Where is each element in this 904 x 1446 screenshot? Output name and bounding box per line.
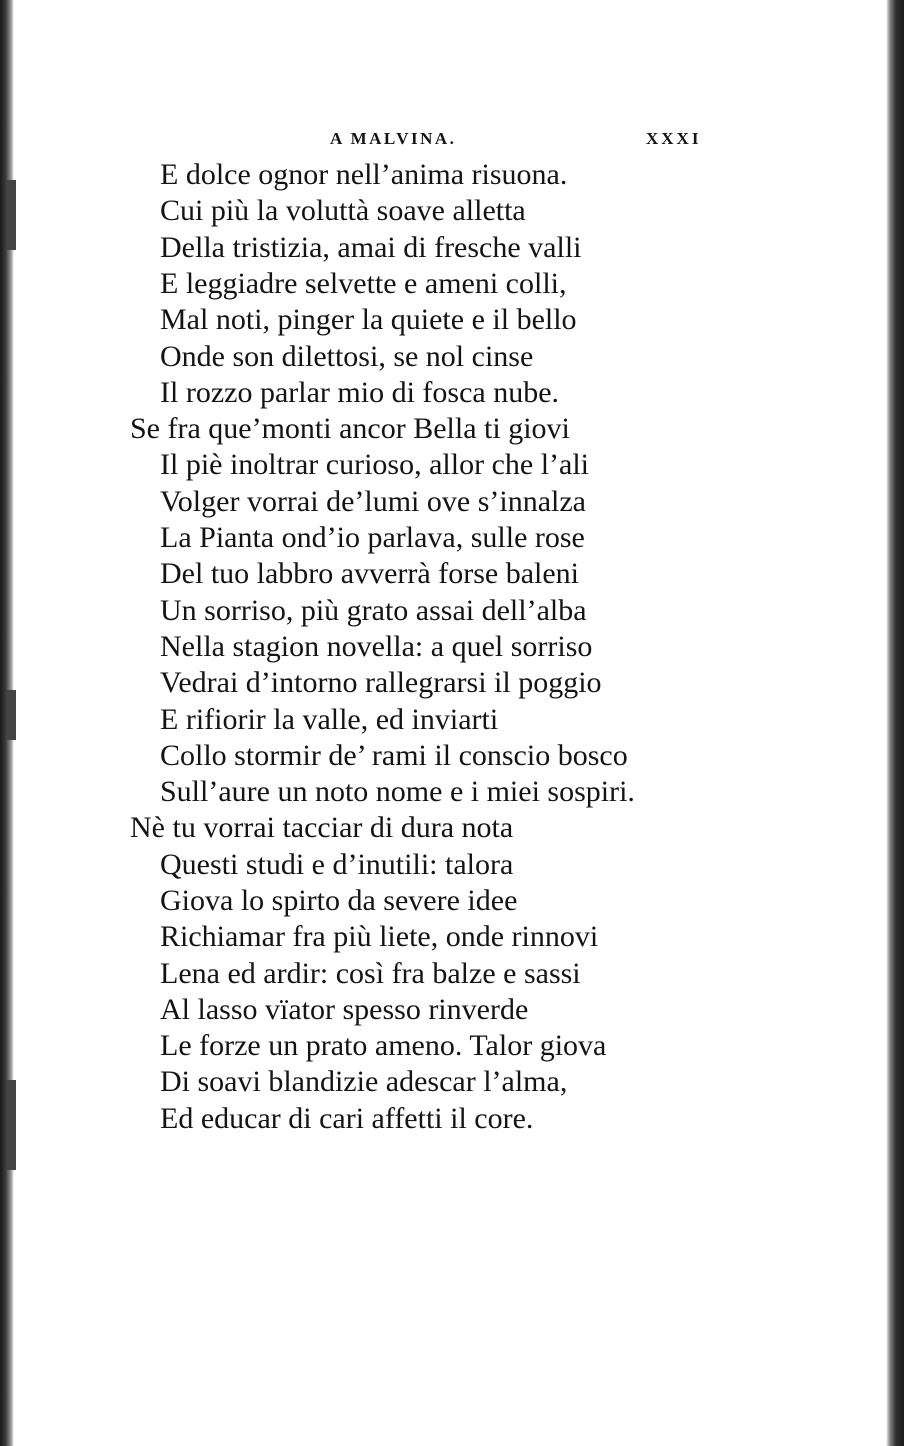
verse-line: Ed educar di cari affetti il core. bbox=[160, 1102, 534, 1135]
page-edge-mark bbox=[6, 690, 16, 740]
verse-line: Mal noti, pinger la quiete e il bello bbox=[160, 303, 577, 336]
verse-line: Cui più la voluttà soave alletta bbox=[160, 194, 526, 227]
verse-line: E dolce ognor nell’anima risuona. bbox=[160, 158, 568, 191]
verse-line: Le forze un prato ameno. Talor giova bbox=[160, 1029, 607, 1062]
verse-line: Il rozzo parlar mio di fosca nube. bbox=[160, 376, 560, 409]
verse-line: Volger vorrai de’lumi ove s’innalza bbox=[160, 485, 586, 518]
verse-line: Nè tu vorrai tacciar di dura nota bbox=[130, 811, 514, 844]
verse-line: La Pianta ond’io parlava, sulle rose bbox=[160, 521, 585, 554]
page-edge-mark bbox=[6, 180, 16, 250]
verse-line: Di soavi blandizie adescar l’alma, bbox=[160, 1065, 568, 1098]
verse-line: Onde son dilettosi, se nol cinse bbox=[160, 340, 534, 373]
verse-line: Un sorriso, più grato assai dell’alba bbox=[160, 594, 587, 627]
verse-line: Questi studi e d’inutili: talora bbox=[160, 848, 514, 881]
verse-line: Al lasso vïator spesso rinverde bbox=[160, 993, 529, 1026]
page-edge-mark bbox=[6, 1080, 16, 1170]
verse-line: Del tuo labbro avverrà forse baleni bbox=[160, 557, 579, 590]
running-title: A MALVINA. bbox=[330, 129, 457, 148]
verse-line: Se fra que’monti ancor Bella ti giovi bbox=[130, 412, 570, 445]
verse-line: Il piè inoltrar curioso, allor che l’ali bbox=[160, 448, 590, 481]
page-right-edge bbox=[886, 0, 904, 1446]
verse-line: E rifiorir la valle, ed inviarti bbox=[160, 703, 499, 736]
page-number: XXXI bbox=[646, 129, 702, 148]
verse-line: Giova lo spirto da severe idee bbox=[160, 884, 518, 917]
verse-line: Lena ed ardir: così fra balze e sassi bbox=[160, 957, 581, 990]
running-head bbox=[0, 129, 904, 155]
verse-line: Sull’aure un noto nome e i miei sospiri. bbox=[160, 775, 635, 808]
verse-line: Collo stormir de’ rami il conscio bosco bbox=[160, 739, 628, 772]
verse-line: E leggiadre selvette e ameni colli, bbox=[160, 267, 567, 300]
verse-line: Vedrai d’intorno rallegrarsi il poggio bbox=[160, 666, 602, 699]
verse-line: Richiamar fra più liete, onde rinnovi bbox=[160, 920, 599, 953]
verse-line: Della tristizia, amai di fresche valli bbox=[160, 231, 582, 264]
verse-line: Nella stagion novella: a quel sorriso bbox=[160, 630, 593, 663]
